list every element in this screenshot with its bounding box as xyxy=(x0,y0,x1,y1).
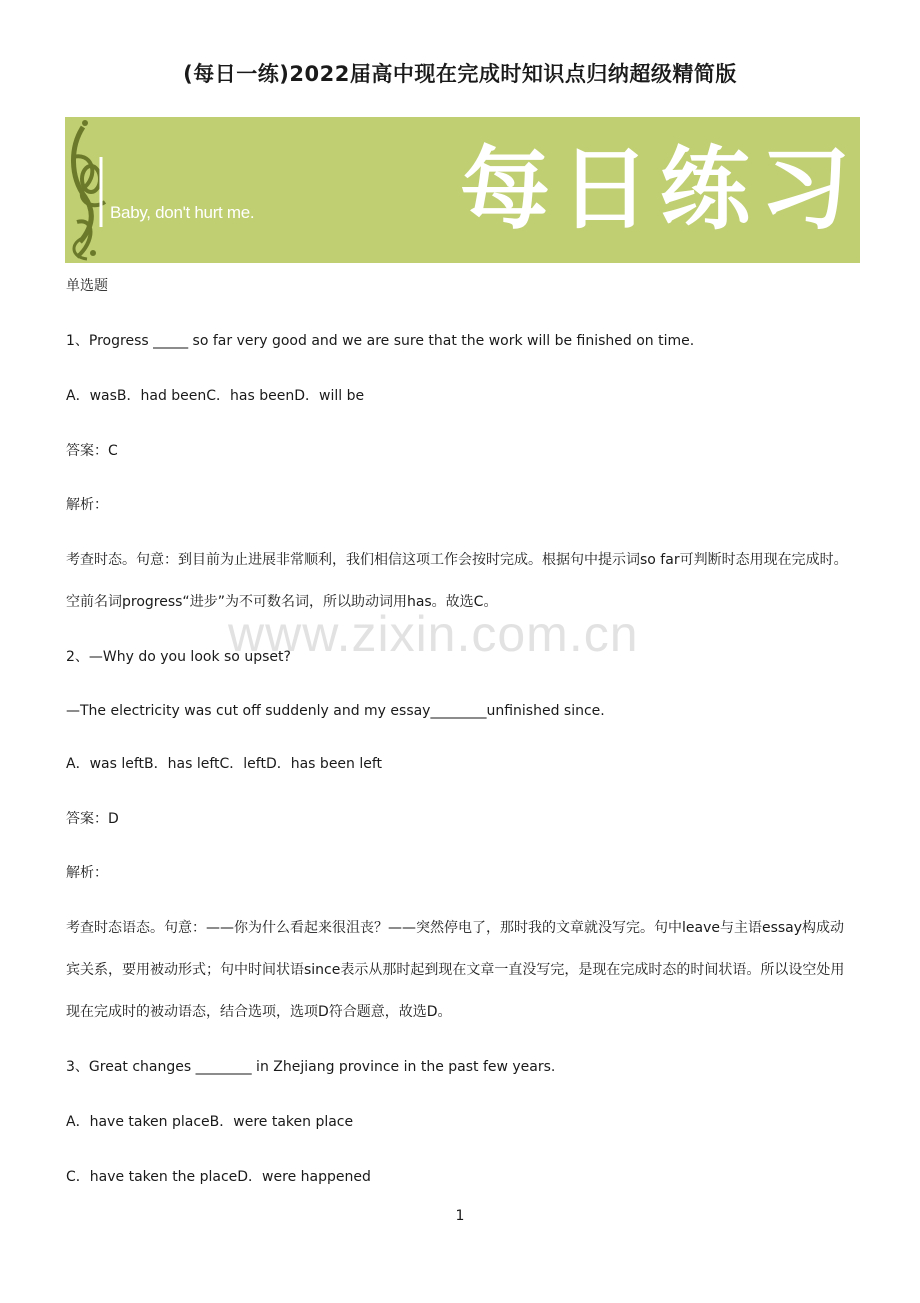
question-1-analysis-label: 解析： xyxy=(66,497,108,513)
question-3-options-row-2: C．have taken the placeD．were happened xyxy=(66,1169,371,1185)
question-2-stem: 2、—Why do you look so upset? xyxy=(66,649,291,665)
document-title: (每日一练)2022届高中现在完成时知识点归纳超级精简版 xyxy=(183,62,737,86)
banner xyxy=(65,117,860,263)
banner-title: 每日练习 xyxy=(460,137,860,242)
question-2-stem-reply: —The electricity was cut off suddenly and my essay________unfinished since. xyxy=(66,703,605,719)
question-3-options-row-1: A．have taken placeB．were taken place xyxy=(66,1114,354,1130)
question-1-options: A．wasB．had beenC．has beenD．will be xyxy=(66,388,365,404)
question-3-stem: 3、Great changes ________ in Zhejiang province in the past few years. xyxy=(66,1059,556,1075)
question-2-analysis: 考查时态语态。句意：——你为什么看起来很沮丧？——突然停电了，那时我的文章就没写完。句中leave与主语essay构成动宾关系，要用被动形式；句中时间状语since表示从那时起到现在文章一直没写完，是现在完成时态的时间状语。所以设空处用现在完成时的被动语态，结合选项，选项D符合题意，故选D。 xyxy=(66,920,845,1020)
banner-subtitle: Baby, don't hurt me. xyxy=(110,203,255,222)
question-1-analysis: 考查时态。句意：到目前为止进展非常顺利，我们相信这项工作会按时完成。根据句中提示词so far可判断时态用现在完成时。空前名词progress“进步”为不可数名词，所以助动词用has。故选C。 xyxy=(66,552,848,610)
question-1-stem: 1、Progress _____ so far very good and we are sure that the work will be finished on time. xyxy=(66,333,695,349)
section-label: 单选题 xyxy=(66,278,108,294)
question-1-answer: 答案：C xyxy=(66,443,118,459)
page-number: 1 xyxy=(455,1208,465,1224)
question-2-options: A．was leftB．has leftC．leftD．has been left xyxy=(66,756,383,772)
watermark: www.zixin.com.cn xyxy=(228,606,639,662)
question-2-analysis-label: 解析： xyxy=(66,865,108,881)
question-2-answer: 答案：D xyxy=(66,811,119,827)
